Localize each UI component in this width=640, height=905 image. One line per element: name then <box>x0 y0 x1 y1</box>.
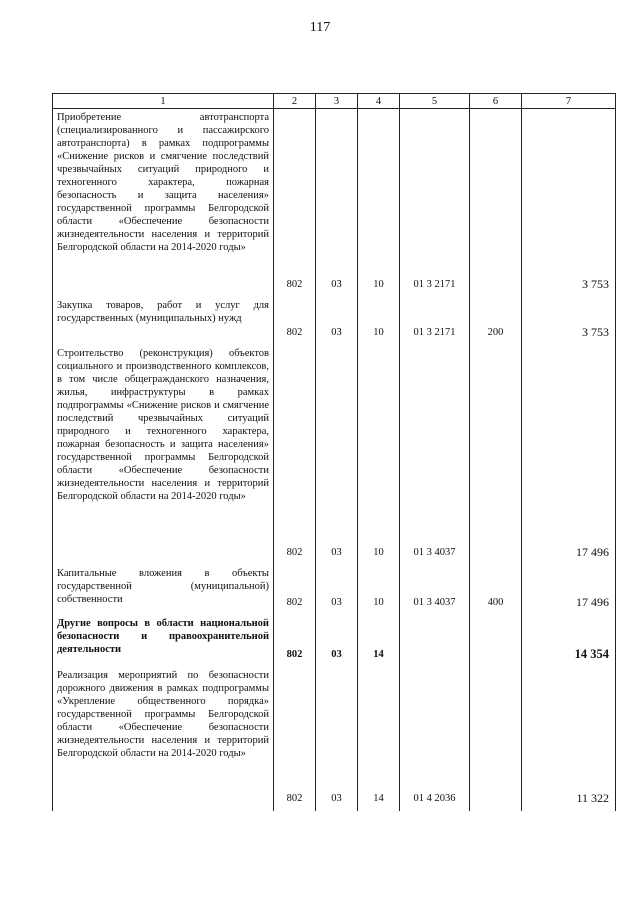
page-number: 117 <box>309 20 331 35</box>
cell-section: 03 <box>316 565 358 615</box>
table-row <box>53 565 616 615</box>
cell-target-article: 01 3 2171 <box>400 109 470 298</box>
row-name: Закупка товаров, работ и услуг для государственных (муниципальных) нужд <box>53 297 274 345</box>
cell-ministry: 802 <box>274 345 316 565</box>
cell-expense-type: 400 <box>470 565 522 615</box>
table-row <box>53 297 616 345</box>
cell-expense-type: 200 <box>470 297 522 345</box>
column-header: 7 <box>522 94 616 109</box>
row-name: Строительство (реконструкция) объектов социального и производственного комплексов, в том числе общегражданского назначения, жилья, инфраструктуры в рамках подпрограммы «Снижение рисков и смягчение последствий чрезвычайных ситуаций природного и техногенного характера, пожарная безопасность и защита населения» государственной программы Белгородской области «Обеспечение безопасности жизнедеятельности населения и территорий Белгородской области на 2014-2020 годы» <box>53 345 274 565</box>
cell-target-article: 01 3 4037 <box>400 345 470 565</box>
cell-amount: 17 496 <box>522 345 616 565</box>
cell-subsection: 10 <box>358 565 400 615</box>
table-row-bold <box>53 615 616 667</box>
cell-expense-type <box>470 615 522 667</box>
cell-amount: 3 753 <box>522 297 616 345</box>
column-header: 4 <box>358 94 400 109</box>
cell-target-article: 01 3 4037 <box>400 565 470 615</box>
column-header: 5 <box>400 94 470 109</box>
cell-target-article: 01 4 2036 <box>400 667 470 811</box>
cell-section: 03 <box>316 109 358 298</box>
cell-subsection: 10 <box>358 297 400 345</box>
table-row <box>53 667 616 811</box>
cell-ministry: 802 <box>274 109 316 298</box>
cell-amount: 3 753 <box>522 109 616 298</box>
column-header: 1 <box>53 94 274 109</box>
budget-table <box>52 93 616 811</box>
cell-expense-type <box>470 345 522 565</box>
cell-ministry: 802 <box>274 667 316 811</box>
row-name: Приобретение автотранспорта (специализированного и пассажирского автотранспорта) в рамках подпрограммы «Снижение рисков и смягчение последствий чрезвычайных ситуаций природного и техногенного характера, пожарная безопасность и защита населения» государственной программы Белгородской области «Обеспечение безопасности жизнедеятельности населения и территорий Белгородской области на 2014-2020 годы» <box>53 109 274 298</box>
cell-subsection: 10 <box>358 345 400 565</box>
cell-expense-type <box>470 109 522 298</box>
cell-subsection: 14 <box>358 667 400 811</box>
row-name: Другие вопросы в области национальной безопасности и правоохранительной деятельности <box>53 615 274 667</box>
cell-ministry: 802 <box>274 565 316 615</box>
cell-target-article <box>400 615 470 667</box>
cell-subsection: 14 <box>358 615 400 667</box>
cell-ministry: 802 <box>274 297 316 345</box>
cell-section: 03 <box>316 297 358 345</box>
table-row <box>53 345 616 565</box>
column-header: 3 <box>316 94 358 109</box>
table-row <box>53 109 616 298</box>
cell-section: 03 <box>316 345 358 565</box>
header-row <box>53 94 616 109</box>
cell-subsection: 10 <box>358 109 400 298</box>
cell-amount: 11 322 <box>522 667 616 811</box>
cell-section: 03 <box>316 667 358 811</box>
cell-ministry: 802 <box>274 615 316 667</box>
cell-target-article: 01 3 2171 <box>400 297 470 345</box>
column-header: 2 <box>274 94 316 109</box>
column-header: 6 <box>470 94 522 109</box>
budget-table-wrapper <box>52 93 615 811</box>
row-name: Капитальные вложения в объекты государственной (муниципальной) собственности <box>53 565 274 615</box>
cell-section: 03 <box>316 615 358 667</box>
cell-expense-type <box>470 667 522 811</box>
cell-amount: 14 354 <box>522 615 616 667</box>
cell-amount: 17 496 <box>522 565 616 615</box>
row-name: Реализация мероприятий по безопасности дорожного движения в рамках подпрограммы «Укрепление общественного порядка» государственной программы Белгородской области «Обеспечение безопасности жизнедеятельности населения и территорий Белгородской области на 2014-2020 годы» <box>53 667 274 811</box>
